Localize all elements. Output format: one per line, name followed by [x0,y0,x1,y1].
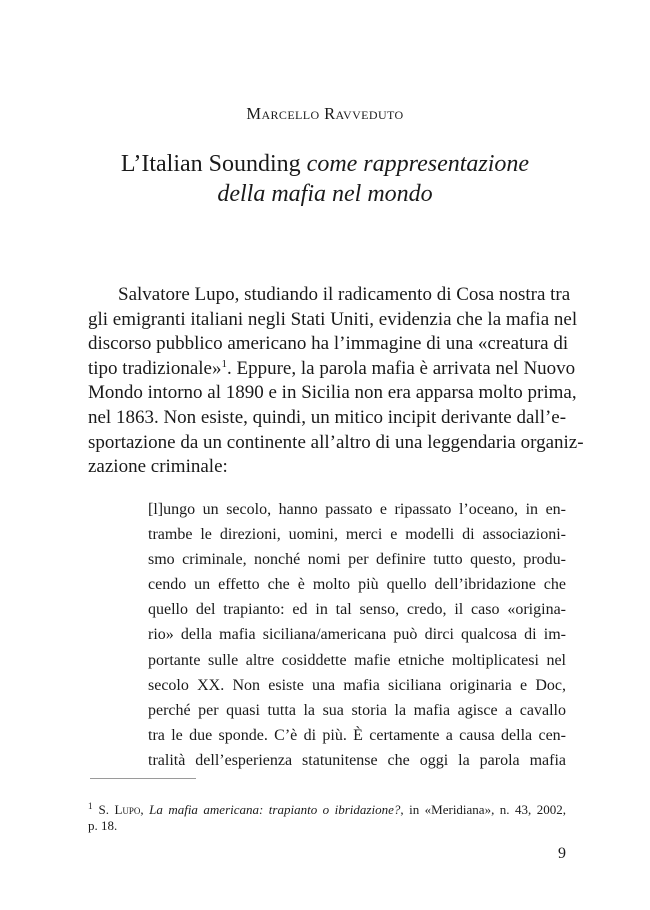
chapter-title-line-1 [0,149,650,179]
quote-line: [l]ungo un secolo, hanno passato e ripassato l’oceano, in en- [148,501,566,518]
body-line: Mondo intorno al 1890 e in Sicilia non era apparsa molto prima, [88,382,577,404]
footnote [88,796,566,836]
body-line: discorso pubblico americano ha l’immagine di una «creatura di [88,333,569,355]
footnote-mark: 1 [88,801,93,811]
body-line: nel 1863. Non esiste, quindi, un mitico incipit derivante dall’e- [88,406,567,428]
title-italic-part: come rappresentazione [300,151,530,177]
quote-line: portante sulle altre cosiddette mafie etniche moltiplicatesi nel [148,651,566,669]
body-paragraph [88,283,584,480]
body-line [88,357,576,382]
quote-line: rio» della mafia siciliana/americana può dirci qualcosa di im- [148,626,566,644]
page-number: 9 [558,845,566,862]
footnote-line: p. 18. [88,818,118,833]
footnote-work-title: La mafia americana: trapianto o ibridazione? [149,802,401,817]
chapter-title [0,149,650,209]
body-line-text: . Eppure, la parola mafia è arrivata nel Nuovo [226,357,576,379]
footnote-citation: , in «Meridiana», n. 43, 2002, [400,802,566,817]
quote-line: perché per quasi tutta la sua storia la mafia agisce a cavallo [148,701,566,719]
body-line: sportazione da un continente all’altro di una leggendaria organiz- [88,431,584,453]
body-line: zazione criminale: [88,456,228,478]
chapter-title-line-2: della mafia nel mondo [217,181,433,207]
block-quote [148,497,566,773]
quote-line: secolo XX. Non esiste una mafia siciliana originaria e Doc, [148,676,566,694]
quote-line: cendo un effetto che è molto più quello dell’ibridazione che [148,576,566,594]
footnote-reference[interactable]: 1 [221,357,227,370]
footnote-separator-text: , [140,802,150,817]
footnote-author: S. Lupo [98,802,141,817]
quote-line: quello del trapianto: ed in tal senso, credo, il caso «origina- [148,601,566,619]
quote-line: trambe le direzioni, uomini, merci e modelli di associazioni- [148,526,566,544]
body-line: Salvatore Lupo, studiando il radicamento di Cosa nostra tra [118,284,571,305]
title-roman-part: L’Italian Sounding [120,151,301,177]
body-line: gli emigranti italiani negli Stati Uniti, evidenzia che la mafia nel [88,308,578,330]
quote-line: tra le due sponde. C’è di più. È certamente a causa della cen- [148,726,566,744]
author-name: Marcello Ravveduto [246,104,404,123]
quote-line: tralità dell’esperienza statunitense che oggi la parola mafia [148,751,566,769]
footnote-line [88,796,566,816]
quote-line: smo criminale, nonché nomi per definire tutto questo, produ- [148,551,566,569]
footnote-separator [90,778,196,779]
body-line-text: tipo tradizionale» [88,357,222,379]
